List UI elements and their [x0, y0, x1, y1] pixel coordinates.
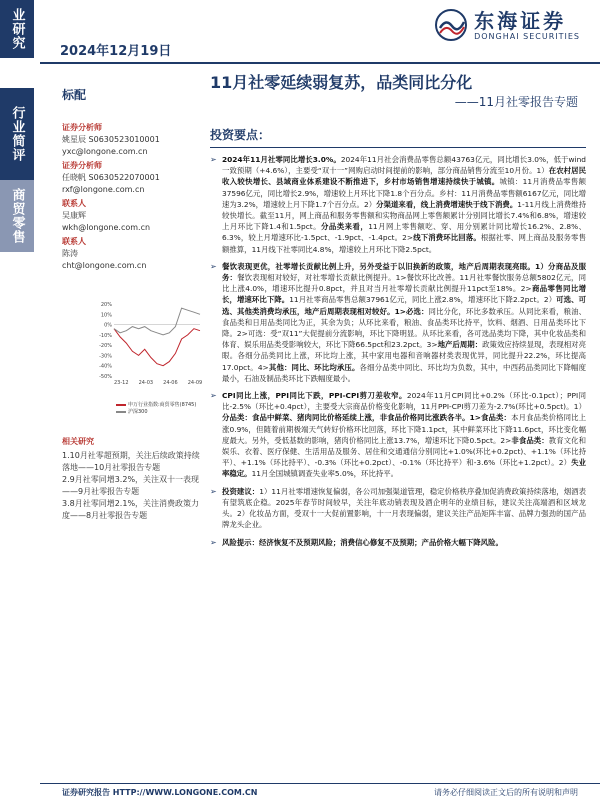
y-tick-label: -50% — [99, 374, 112, 380]
text-run: 政策效应持续显现，表现相对亮眼。各细分品类同比上涨，环比均上涨，其中家用电器和音响器材类表现优异，同比提升22.2%，环比提高17.0pct。4> — [222, 340, 586, 372]
related-research — [62, 436, 202, 522]
contact-role: 联系人 — [62, 199, 86, 208]
text-run: 餐饮表现相对较好，对社零增长贡献比例提升。1>餐饮环比改善。11月社零餐饮服务总额5802亿元，同比上涨4.0%，增速环比提升0.8pct，并且对当月社零增长贡献比例提升11pct至18%。2> — [222, 273, 586, 294]
logo-en-text: DONGHAI SECURITIES — [474, 31, 580, 41]
bold-run: 失业率稳定。 — [222, 458, 586, 479]
arrow-bullet-icon: ➢ — [210, 537, 217, 547]
text-run: 同比分化，环比多数承压。从同比来看，粮油、食品类和日用品类同比为正，其余为负；从环比来看，粮油、食品类环比持平，饮料、烟酒、日用品类环比下降。2>可选：受“双11”大促提前分流影响，环比下降明显。从环比来看，各可选品类均下降，其中化妆品类和体育、娱乐用品类受影响较大，环比下降66.5pct和23.2pct。3> — [222, 306, 586, 350]
bold-run: 分品类来看， — [321, 222, 369, 232]
analyst-role: 证券分析师 — [62, 161, 102, 170]
report-title: 11月社零延续弱复苏，品类同比分化 — [210, 73, 473, 92]
series-line-sector — [114, 329, 200, 366]
key-point-paragraph — [210, 154, 586, 255]
contact-email[interactable]: cht@longone.com.cn — [62, 261, 147, 270]
x-tick-label: 24-06 — [163, 380, 178, 386]
bold-run: 分渠道来看，线上消费增速快于线下消费。 — [376, 199, 518, 209]
x-tick-label: 23-12 — [114, 380, 129, 386]
text-run: 2024年11月社会消费品零售总额43763亿元，同比增长3.0%，低于wind一致预期（+4.6%），主要受“双十一”网购启动时间提前的影响，部分商品销售分流至10月份。1） — [222, 155, 586, 176]
legend-swatch-index — [116, 411, 126, 413]
analyst-role: 证券分析师 — [62, 123, 102, 132]
related-item[interactable]: 2.9月社零同增3.2%，关注双十一表现——9月社零报告专题 — [62, 475, 200, 496]
section-divider — [210, 147, 586, 148]
series-line-index — [114, 308, 200, 335]
legend-label: 申万行业指数:商贸零售(8745) — [128, 402, 197, 408]
bold-run: 非食品类： — [511, 435, 549, 445]
logo-cn-text: 东海证券 — [474, 8, 567, 33]
company-logo — [434, 8, 580, 42]
side-tab-industry: 商贸零售 — [0, 180, 34, 252]
footer-website[interactable]: 证券研究报告 HTTP://WWW.LONGONE.COM.CN — [62, 788, 258, 797]
footer-disclaimer: 请务必仔细阅读正文后的所有说明和声明 — [434, 788, 578, 797]
bold-run: 其他：同比、环比均承压。 — [268, 362, 360, 372]
bold-run: 餐饮表现更优，社零增长贡献比例上升，另外受益于以旧换新的政策，地产后周期表现亮眼。1）分商品及服务： — [222, 261, 586, 283]
text-run: 2024年11月CPI同比+0.2%（环比-0.1pct）；PPI同比-2.5%（环比+0.4pct），主要受大宗商品价格变化影响，11月PPI-CPI剪刀差为-2.7%(环比+0.5pct)。1） — [222, 391, 587, 412]
y-tick-label: -20% — [99, 343, 112, 350]
contact-role: 联系人 — [62, 237, 86, 246]
text-run: 1）11月社零增速恢复偏弱，各公司加强渠道管理，稳定价格秩序叠加促消费政策持续落地，烟酒表有望筑底企稳。2025年春节时间较早，关注年底动销表现及酒企明年的业绩目标，建议关注高端酒和区域龙头。2）化妆品方面，受双十一大促前置影响，十一月表现偏弱，建议关注产品矩阵丰富、品牌力强劲的国产品牌龙头企业。 — [222, 486, 586, 530]
text-run: 1-11月线上消费维持较快增长。截至11月，网上商品和服务零售额和实物商品网上零售额累计分别同比增长7.4%和6.8%，增速较上月环比下降1.4和1.5pct。 — [222, 199, 587, 232]
bold-run: 2024年11月社零同比增长3.0%。 — [222, 155, 341, 164]
key-point-paragraph — [210, 537, 586, 548]
header-divider — [40, 62, 600, 64]
analyst-email[interactable]: rxf@longone.com.cn — [62, 185, 145, 194]
text-run: 11月社零商品零售总额37961亿元，同比上涨2.8%，增速环比下降2.2pct。2） — [289, 295, 557, 305]
arrow-bullet-icon: ➢ — [210, 391, 217, 401]
text-run: 根据社零、网上商品及服务零售额推算，11月线下社零同比4.8%，增速较上月环比下降2.5pct。 — [222, 233, 586, 254]
y-tick-label: 20% — [100, 302, 112, 308]
key-point-paragraph — [210, 390, 586, 480]
footer-divider — [40, 783, 600, 784]
x-tick-label: 24-03 — [138, 380, 154, 386]
bold-run: 商品零售同比增长，增速环比下降。 — [222, 284, 586, 305]
legend-label: 沪深300 — [128, 409, 148, 415]
analyst-email[interactable]: yxc@longone.com.cn — [62, 147, 148, 156]
y-tick-label: 10% — [100, 312, 112, 319]
y-tick-label: -40% — [99, 363, 112, 370]
y-tick-label: -10% — [99, 332, 112, 339]
key-point-paragraph — [210, 486, 586, 531]
related-item[interactable]: 1.10月社零超预期，关注后续政策持续落地——10月社零报告专题 — [62, 451, 200, 472]
arrow-bullet-icon: ➢ — [210, 261, 217, 271]
text-run: 11月全国城镇调查失业率5.0%，环比持平。 — [251, 469, 399, 479]
text-run: 本月食品类价格同比上涨0.9%，但随着前期极端天气转好价格环比回落，环比下降1.1pct，其中鲜菜环比下降11.6pct，环比变化幅度最大。另外，受低基数的影响，猪肉价格同比上涨13.7%，增速环比下降0.5pct。2> — [222, 413, 586, 445]
side-tab-top: 业研究 — [0, 0, 34, 58]
key-point-paragraph — [210, 261, 586, 384]
arrow-bullet-icon: ➢ — [210, 155, 217, 164]
analyst-name: 姚星辰 S0630523010001 — [62, 135, 160, 144]
report-date: 2024年12月19日 — [60, 44, 172, 59]
report-subtitle: ——11月社零报告专题 — [454, 95, 578, 109]
bold-run: CPI同比上涨，PPI同比下跌，PPI-CPI剪刀差收窄。 — [222, 391, 407, 401]
performance-chart — [92, 300, 204, 390]
text-run: 教育文化和娱乐、衣着、医疗保健、生活用品及服务、居住和交通通信分别同比+1.0%(环比+0.2pct)、+1.1%（环比持平）、+1.1%（环比持平）、-0.3%（环比+0.2pct）、-0.1%（环比持平）和-3.6%（环比+1.2pct）。2） — [222, 435, 586, 468]
contact-name: 吴康辉 — [62, 211, 86, 220]
rating-label: 标配 — [62, 88, 87, 102]
contact-name: 陈涛 — [62, 249, 78, 258]
bold-run: 地产后周期： — [437, 340, 483, 350]
bold-run: 分品类：食品中鲜菜、猪肉同比价格延续上涨，非食品价格同比涨跌各半。1>食品类： — [222, 413, 512, 423]
side-tab-category: 行业简评 — [0, 88, 34, 180]
bold-run: 风险提示：经济恢复不及预期风险；消费信心修复不及预期；产品价格大幅下降风险。 — [222, 537, 503, 547]
arrow-bullet-icon: ➢ — [210, 486, 217, 496]
logo-wave-icon — [434, 8, 468, 42]
text-run: 城镇：11月消费品零售额37596亿元，同比增长2.9%，增速较上月环比下降1.8个百分点。乡村：11月消费品零售额6167亿元，同比增速为3.2%，增速较上月下降1.7个百分点。2） — [222, 177, 586, 209]
text-run: 11月网上零售额吃、穿、用分别累计同比增长16.2%、2.8%、6.3%，较上月增速环比-1.5pct、-1.9pct、-1.4pct。2> — [222, 222, 586, 243]
related-title: 相关研究 — [62, 437, 94, 446]
y-tick-label: -30% — [99, 353, 112, 360]
contact-email[interactable]: wkh@longone.com.cn — [62, 223, 151, 232]
bold-run: 在农村居民收入较快增长、县域商业体系建设不断推进下，乡村市场销售增速持续快于城镇。 — [222, 166, 586, 187]
chart-legend — [116, 402, 196, 416]
bold-run: 线下消费环比回落。 — [413, 233, 481, 243]
related-item[interactable]: 3.8月社零同增2.1%，关注消费政策力度——8月社零报告专题 — [62, 499, 200, 520]
text-run: 各细分品类中同比、环比均为负数，其中，中西药品类同比下降幅度最小，石油及制品类环比下跌幅度最小。 — [222, 362, 586, 383]
section-heading: 投资要点： — [210, 128, 271, 142]
bold-run: 可选、可选、其他类消费均承压，地产后周期表现相对较好。1>必选： — [222, 295, 586, 316]
analyst-name: 任晓帆 S0630522070001 — [62, 173, 160, 182]
main-content — [210, 126, 586, 554]
bold-run: 投资建议： — [222, 486, 260, 496]
analyst-list — [62, 120, 202, 274]
y-tick-label: 0% — [104, 322, 112, 329]
legend-swatch-sector — [116, 404, 126, 406]
x-tick-label: 24-09 — [187, 380, 203, 386]
